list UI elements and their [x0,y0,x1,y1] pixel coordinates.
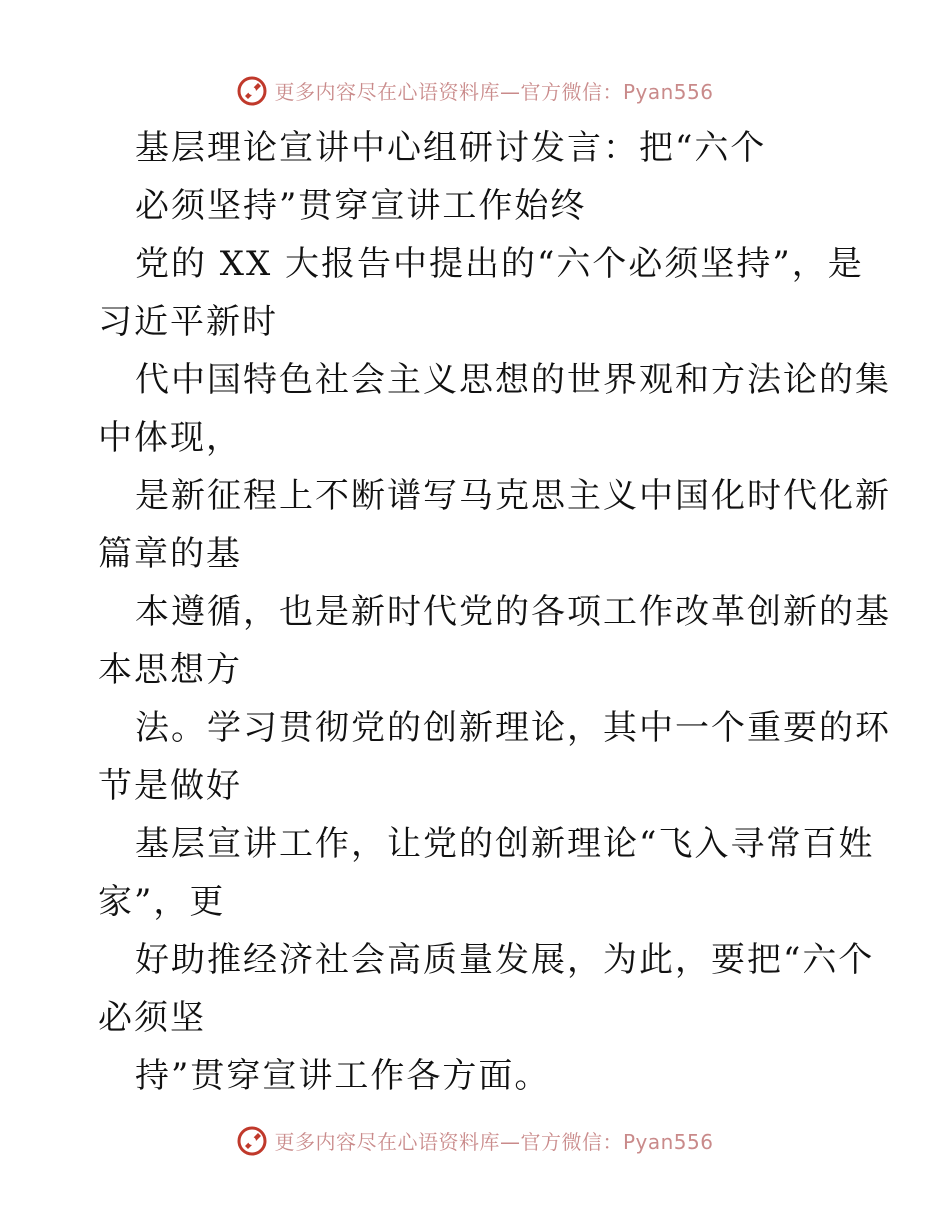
watermark-text: 更多内容尽在心语资料库—官方微信：Pyan556 [274,79,714,104]
paragraph-line: 篇章的基 [98,534,242,574]
paragraph-line: 法。学习贯彻党的创新理论，其中一个重要的环 [135,708,891,748]
paragraph-line: 好助推经济社会高质量发展，为此，要把“六个 [135,940,875,980]
footer-watermark-banner [0,1120,950,1160]
paragraph-line: 代中国特色社会主义思想的世界观和方法论的集 [135,360,891,400]
brand-logo-icon [236,1124,268,1156]
paragraph-line: 基层宣讲工作，让党的创新理论“飞入寻常百姓 [135,824,875,864]
paragraph-line: 节是做好 [98,766,242,806]
paragraph-line: 必须坚 [98,998,206,1038]
paragraph-line: 持”贯穿宣讲工作各方面。 [135,1056,551,1096]
document-title-line-2: 必须坚持”贯穿宣讲工作始终 [135,186,587,226]
paragraph-line: 本遵循，也是新时代党的各项工作改革创新的基 [135,592,891,632]
document-title-line-1: 基层理论宣讲中心组研讨发言：把“六个 [135,128,767,168]
paragraph-line: 本思想方 [98,650,242,690]
paragraph-line: 中体现， [98,418,242,458]
watermark-text: 更多内容尽在心语资料库—官方微信：Pyan556 [274,1129,714,1154]
paragraph-line: 习近平新时 [98,302,278,342]
paragraph-line: 是新征程上不断谱写马克思主义中国化时代化新 [135,476,891,516]
paragraph-line: 党的 XX 大报告中提出的“六个必须坚持”，是 [135,244,864,284]
paragraph-line: 家”，更 [98,882,226,922]
